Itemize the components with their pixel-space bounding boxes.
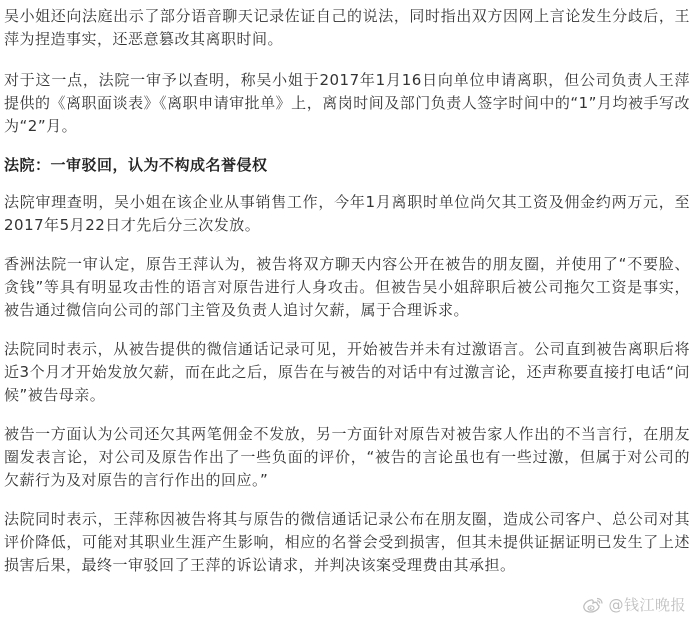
article-paragraph-3: 法院审理查明，吴小姐在该企业从事销售工作，今年1月离职时单位尚欠其工资及佣金约两万元，至2017年5月22日才先后分三次发放。 [4,193,690,234]
watermark-text: @钱江晚报 [608,596,686,614]
article-paragraph-5: 法院同时表示，从被告提供的微信通话记录可见，开始被告并未有过激语言。公司直到被告离职后将近3个月才开始发放欠薪，而在此之后，原告在与被告的对话中有过激言论，还声称要直接打电话“问候”被告母亲。 [4,340,690,404]
article-paragraph-6: 被告一方面认为公司还欠其两笔佣金不发放，另一方面针对原告对被告家人作出的不当言行，在朋友圈发表言论，对公司及原告作出了一些负面的评价，“被告的言论虽也有一些过激，但属于对公司的欠薪行为及对原告的言行作出的回应。” [4,425,690,489]
article-paragraph-4: 香洲法院一审认定，原告王萍认为，被告将双方聊天内容公开在被告的朋友圈，并使用了“不要脸、贪钱”等具有明显攻击性的语言对原告进行人身攻击。但被告吴小姐辞职后被公司拖欠工资是事实，被告通过微信向公司的部门主管及负责人追讨欠薪，属于合理诉求。 [4,255,690,319]
article-paragraph-1: 吴小姐还向法庭出示了部分语音聊天记录佐证自己的说法，同时指出双方因网上言论发生分歧后，王萍为捏造事实，还恶意篡改其离职时间。 [4,7,690,48]
article-paragraph-7: 法院同时表示，王萍称因被告将其与原告的微信通话记录公布在朋友圈，造成公司客户、总公司对其评价降低，可能对其职业生涯产生影响，相应的名誉会受到损害，但其未提供证据证明已发生了上述损害后果，最终一审驳回了王萍的诉讼请求，并判决该案受理费由其承担。 [4,510,690,574]
article-paragraph-2: 对于这一点，法院一审予以查明，称吴小姐于2017年1月16日向单位申请离职，但公司负责人王萍提供的《离职面谈表》《离职申请审批单》上，离岗时间及部门负责人签字时间中的“1”月均被手写改为“2”月。 [4,71,690,135]
section-heading: 法院：一审驳回，认为不构成名誉侵权 [4,156,268,174]
source-watermark [582,594,686,615]
weibo-logo-icon [582,596,604,614]
article-body [4,0,690,577]
